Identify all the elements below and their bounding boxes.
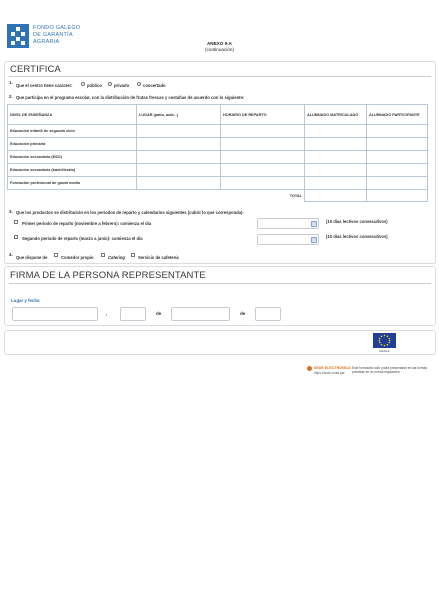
radio-publico[interactable] — [81, 82, 85, 86]
participante-cell[interactable] — [367, 125, 428, 138]
catering-checkbox[interactable] — [101, 253, 105, 257]
signature-box — [4, 330, 436, 355]
participante-cell[interactable] — [367, 177, 428, 190]
table-total-row — [8, 190, 428, 202]
month-input[interactable] — [171, 307, 230, 321]
total-matriculado-cell[interactable] — [305, 190, 367, 202]
title-divider — [9, 283, 431, 284]
cafeteria-checkbox[interactable] — [131, 253, 135, 257]
q3-number: 3. — [9, 209, 13, 214]
q4-number: 4. — [9, 252, 13, 257]
table-row — [8, 151, 428, 164]
matriculado-cell[interactable] — [305, 177, 367, 190]
horario-cell[interactable] — [221, 177, 305, 190]
q1-number: 1. — [9, 80, 13, 85]
header-lugar: LUGAR (patio, aula...) — [137, 105, 221, 125]
comedor-checkbox[interactable] — [54, 253, 58, 257]
horario-cell[interactable] — [221, 164, 305, 177]
lugar-cell[interactable] — [137, 125, 221, 138]
q3-text: Que los productos se distribuirán en los periodos de reparto y calendarios siguientes (cubrir lo que corresponda): — [16, 210, 244, 215]
label-privado: privado — [114, 83, 130, 88]
row-label: Educación primaria — [8, 138, 137, 151]
calendar-icon[interactable] — [311, 221, 317, 227]
table-row — [8, 125, 428, 138]
year-input[interactable] — [255, 307, 281, 321]
lugar-cell[interactable] — [137, 164, 221, 177]
sede-url[interactable]: https://sede.xunta.gal — [314, 371, 345, 375]
table-row — [8, 164, 428, 177]
horario-cell[interactable] — [221, 125, 305, 138]
firma-title: FIRMA DE LA PERSONA REPRESENTANTE — [10, 270, 206, 281]
table-row — [8, 138, 428, 151]
catering-label: Catering — [108, 255, 125, 260]
horario-cell[interactable] — [221, 138, 305, 151]
header-horario: HORARIO DE REPARTO — [221, 105, 305, 125]
period1-date-input[interactable] — [257, 218, 319, 229]
label-concertado: concertado — [143, 83, 166, 88]
de-label-2: de — [240, 311, 246, 316]
period1-label: Primer periodo de reparto (noviembre a febrero): comienza el día — [22, 221, 152, 226]
participante-cell[interactable] — [367, 151, 428, 164]
matriculado-cell[interactable] — [305, 125, 367, 138]
total-label: TOTAL — [8, 190, 305, 202]
row-label: Educación secundaria (ESO) — [8, 151, 137, 164]
org-line-3: AGRARIA — [33, 39, 60, 45]
eu-caption: FEAGA — [379, 349, 390, 353]
row-label: Educación secundaria (bachillerato) — [8, 164, 137, 177]
org-line-2: DE GARANTÍA — [33, 32, 73, 38]
comma-separator: , — [106, 311, 108, 316]
period2-checkbox[interactable] — [14, 235, 18, 239]
footer-note: Este formulario sólo podrá presentarse en las formas previstas en su norma reguladora — [352, 366, 427, 375]
period1-checkbox[interactable] — [14, 220, 18, 224]
cafeteria-label: Servicio de cafetería — [138, 255, 179, 260]
lugar-cell[interactable] — [137, 177, 221, 190]
radio-privado[interactable] — [108, 82, 112, 86]
lugar-cell[interactable] — [137, 151, 221, 164]
matriculado-cell[interactable] — [305, 138, 367, 151]
sede-brand: SEDE ELECTRÓNICA — [314, 366, 351, 370]
table-header-row — [8, 105, 428, 125]
period2-label: Segundo periodo de reparto (marzo a junio): comienza el día — [22, 236, 143, 241]
q4-text: Que dispone de — [16, 255, 48, 260]
horario-cell[interactable] — [221, 151, 305, 164]
participante-cell[interactable] — [367, 164, 428, 177]
eu-flag-icon — [373, 333, 396, 348]
sede-seal-icon — [307, 366, 312, 371]
certifica-title: CERTIFICA — [10, 64, 61, 75]
q1-text: Que el centro tiene carácter: — [16, 83, 73, 88]
annex-subtitle: (continuación) — [205, 47, 234, 52]
matriculado-cell[interactable] — [305, 151, 367, 164]
calendar-icon[interactable] — [311, 237, 317, 243]
header-nivel: NIVEL DE ENSEÑANZA — [8, 105, 137, 125]
total-participante-cell[interactable] — [367, 190, 428, 202]
matriculado-cell[interactable] — [305, 164, 367, 177]
participante-cell[interactable] — [367, 138, 428, 151]
annex-title: ANEXO II-A — [206, 41, 232, 46]
header-matriculado: ALUMNADO MATRICULADO — [305, 105, 367, 125]
period2-days-note: (10 días lectivos consecutivos) — [326, 234, 388, 239]
header-participante: ALUMNADO PARTICIPANTE — [367, 105, 428, 125]
lugar-cell[interactable] — [137, 138, 221, 151]
label-publico: público — [87, 83, 102, 88]
period1-days-note: (10 días lectivos consecutivos) — [326, 219, 388, 224]
de-label-1: de — [156, 311, 162, 316]
title-divider — [9, 76, 431, 77]
q2-text: Que participa en el programa escolar, con la distribución de frutas frescas y cestañas de acuerdo con lo siguiente: — [16, 95, 245, 100]
row-label: Formación profesional de grado medio — [8, 177, 137, 190]
place-input[interactable] — [12, 307, 98, 321]
comedor-label: Comedor propio — [61, 255, 94, 260]
distribution-table — [7, 104, 428, 202]
place-date-label: Lugar y fecha — [11, 298, 40, 303]
day-input[interactable] — [120, 307, 146, 321]
org-line-1: FONDO GALEGO — [33, 25, 81, 31]
q2-number: 2. — [9, 94, 13, 99]
row-label: Educación infantil de segundo ciclo — [8, 125, 137, 138]
table-row — [8, 177, 428, 190]
radio-concertado[interactable] — [137, 82, 141, 86]
period2-date-input[interactable] — [257, 234, 319, 245]
